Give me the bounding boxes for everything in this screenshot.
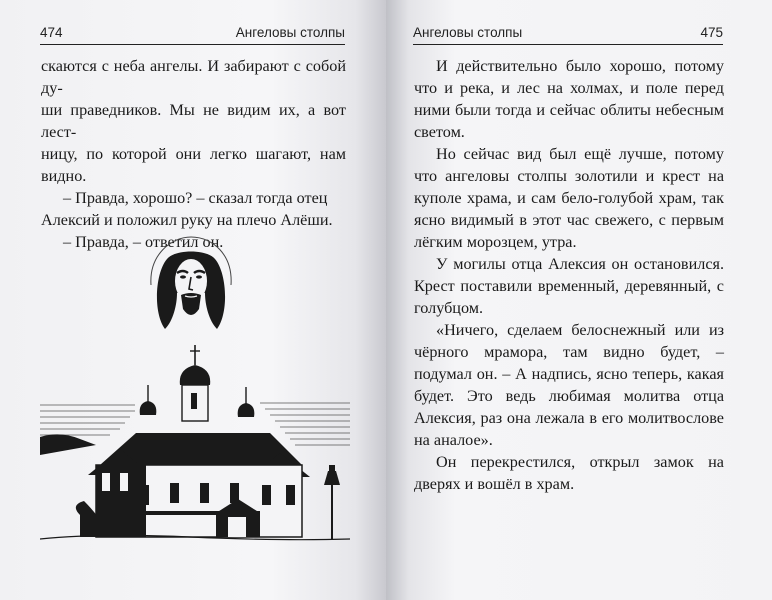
- left-line: ницу, по которой они легко шагают, нам видно.: [41, 145, 346, 185]
- right-page-number: 475: [700, 25, 723, 40]
- left-page-number: 474: [40, 25, 63, 40]
- left-running-head: [40, 24, 345, 45]
- right-page: [386, 0, 772, 600]
- left-line: – Правда, – ответил он.: [63, 233, 224, 251]
- paragraph: «Ничего, сделаем белоснежный или из чёрного мрамора, там видно будет, – подумал он. – А надпись, ясно теперь, какая будет. Это ведь любимая молитва отца Алексия, раз она лежала в его молитвослове на аналое».: [414, 321, 724, 449]
- left-line: – Правда, хорошо? – сказал тогда отец: [63, 189, 328, 207]
- paragraph: И действительно было хорошо, потому что и река, и лес на холмах, и поле перед ними были тогда и сейчас облиты небесным светом.: [414, 57, 724, 141]
- left-running-title: Ангеловы столпы: [235, 25, 345, 40]
- paragraph: У могилы отца Алексия он остановился. Крест поставили временный, деревянный, с голубцом.: [414, 255, 724, 317]
- left-line: скаются с неба ангелы. И забирают с собой ду-: [41, 57, 346, 97]
- left-line: ши праведников. Мы не видим их, а вот лест-: [41, 101, 346, 141]
- left-line: Алексий и положил руку на плечо Алёши.: [41, 211, 333, 229]
- paragraph: Но сейчас вид был ещё лучше, потому что ангеловы столпы золотили и крест на куполе храма, и сам бело-голубой храм, так ясно видимый в этот час свежего, с первым лёгким морозцем, утра.: [414, 145, 724, 251]
- paragraph: Он перекрестился, открыл замок на дверях и вошёл в храм.: [414, 453, 724, 493]
- right-text-block: [414, 55, 724, 495]
- bleed-through-text: [40, 180, 340, 540]
- right-running-title: Ангеловы столпы: [413, 25, 523, 40]
- right-running-head: [413, 24, 723, 45]
